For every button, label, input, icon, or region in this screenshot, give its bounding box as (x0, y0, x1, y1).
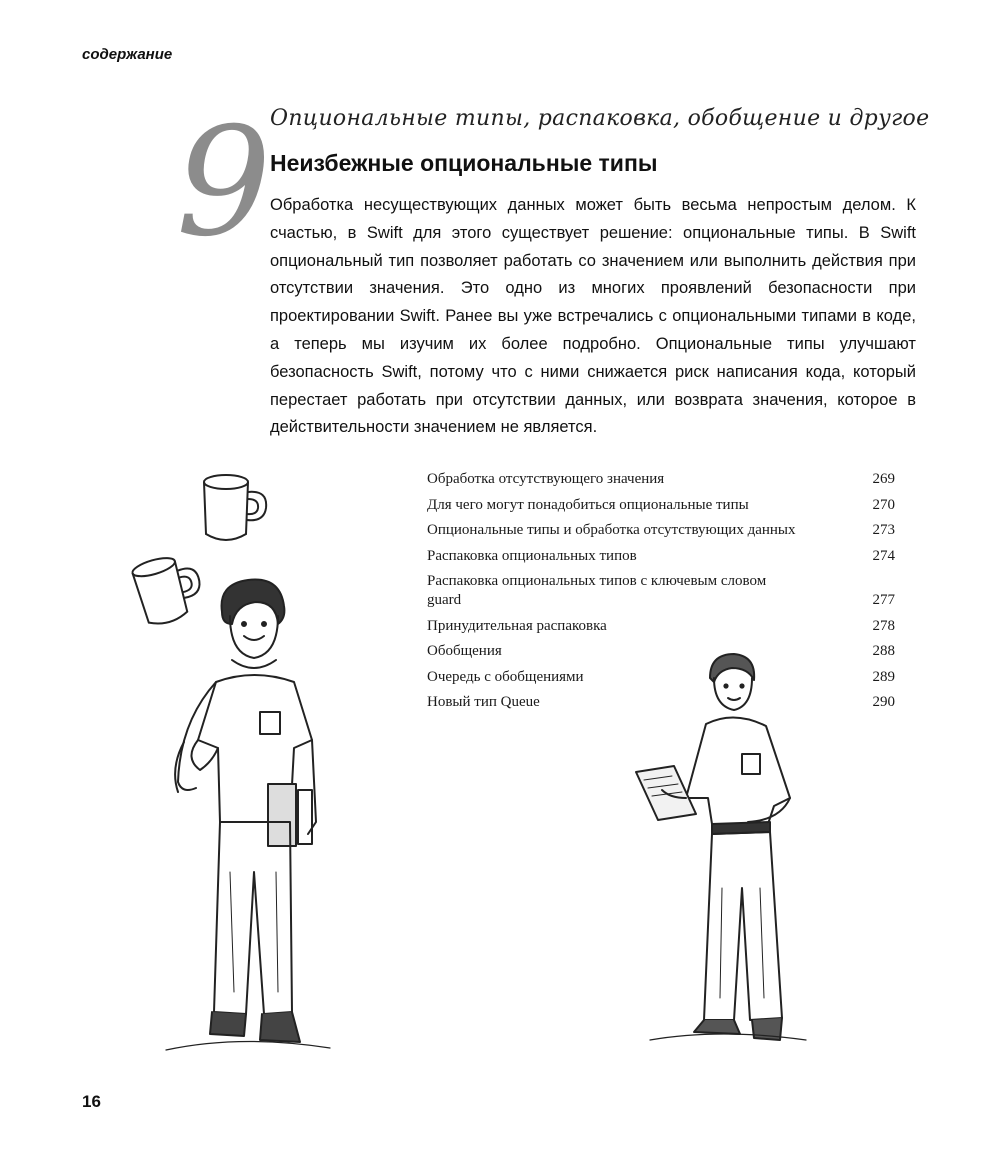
toc-entry-title: Для чего могут понадобиться опциональные типы (427, 496, 749, 513)
toc-entry[interactable] (427, 496, 895, 515)
coffee-mug-icon (196, 468, 276, 548)
developer-with-tablet-icon (630, 648, 810, 1068)
toc-entry-title: Обработка отсутствующего значения (427, 471, 665, 487)
toc-entry[interactable] (427, 617, 895, 636)
toc-entry-title: Распаковка опциональных типов с ключевым словом guard (427, 573, 767, 608)
toc-entry-page: 278 (872, 617, 895, 634)
toc-entry[interactable] (427, 521, 895, 540)
toc-entry-page: 273 (872, 522, 895, 538)
toc-entry-page: 269 (872, 471, 895, 487)
toc-entry-page: 288 (872, 643, 895, 659)
toc-entry-title: Распаковка опциональных типов (427, 547, 637, 564)
toc-entry-title: Новый тип Queue (427, 694, 540, 710)
toc-entry-page: 289 (872, 668, 895, 685)
toc-entry[interactable] (427, 470, 895, 489)
toc-entry-title: Очередь с обобщениями (427, 668, 584, 685)
toc-entry[interactable] (427, 572, 895, 610)
toc-entry-title: Опциональные типы и обработка отсутствующих данных (427, 522, 796, 538)
toc-entry-page: 290 (872, 694, 895, 710)
toc-entry-title: Принудительная распаковка (427, 617, 607, 634)
toc-entry-page: 274 (872, 547, 895, 564)
page-number: 16 (82, 1092, 101, 1111)
toc-entry-page: 277 (872, 592, 895, 608)
chapter-subtitle: Опциональные типы, распаковка, обобщение и другое (270, 106, 930, 131)
chapter-intro: Обработка несуществующих данных может быть весьма непростым делом. К счастью, в Swift для этого существует решение: опциональные типы. В Swift опциональный тип позволяет работать со значением или выполнить действия при отсутствии значения. Это одно из многих проявлений безопасности при проектировании Swift. Ранее вы уже встречались с опциональными типами в коде, а теперь мы изучим их более подробно. Опциональные типы улучшают безопасность Swift, потому что с ними снижается риск написания кода, который перестает работать при отсутствии данных, или возврата значения, которое в действительности значением не является. (270, 196, 916, 437)
student-with-backpack-icon (160, 572, 340, 1062)
toc-entry-title: Обобщения (427, 643, 502, 659)
chapter-title: Неизбежные опциональные типы (270, 150, 658, 176)
toc-entry-page: 270 (872, 496, 895, 513)
toc-entry[interactable] (427, 547, 895, 566)
running-head: содержание (82, 46, 173, 63)
chapter-number: 9 (176, 96, 272, 270)
